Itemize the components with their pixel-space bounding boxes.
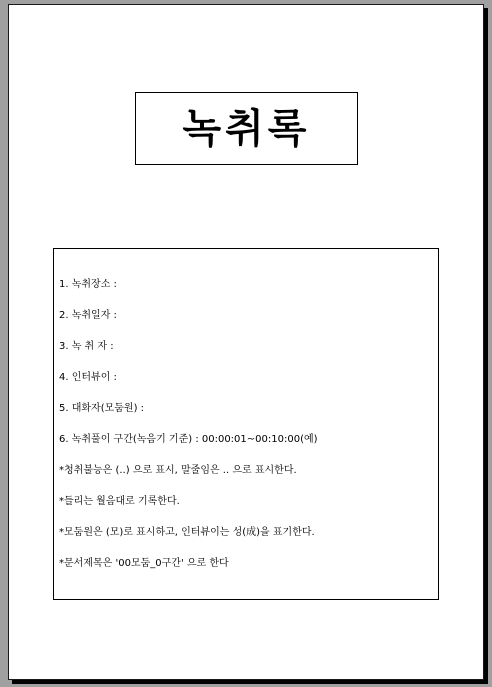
page-shadow (484, 8, 488, 684)
info-note-inaudible: *청취불능은 (..) 으로 표시, 말줄임은 .. 으로 표시한다. (59, 465, 297, 476)
info-line-section: 6. 녹취풀이 구간(녹음기 기준) : 00:00:01~00:10:00(예) (59, 434, 318, 445)
info-line-speakers: 5. 대화자(모둠원) : (59, 403, 145, 414)
info-box (53, 248, 439, 600)
info-line-recorder: 3. 녹 취 자 : (59, 341, 114, 352)
document-title: 녹취록 (182, 105, 311, 152)
info-note-doc-title: *문서제목은 '00모둠_0구간' 으로 한다 (59, 558, 229, 569)
page-shadow-bottom (12, 680, 488, 684)
title-box (135, 92, 358, 165)
info-line-location: 1. 녹취장소 : (59, 279, 117, 290)
info-note-verbatim: *들리는 월음대로 기록한다. (59, 496, 180, 507)
info-line-date: 2. 녹취일자 : (59, 310, 117, 321)
info-line-interviewee: 4. 인터뷰이 : (59, 372, 117, 383)
info-note-speaker-marks: *모둠원은 (모)로 표시하고, 인터뷰이는 성(成)을 표기한다. (59, 527, 315, 538)
